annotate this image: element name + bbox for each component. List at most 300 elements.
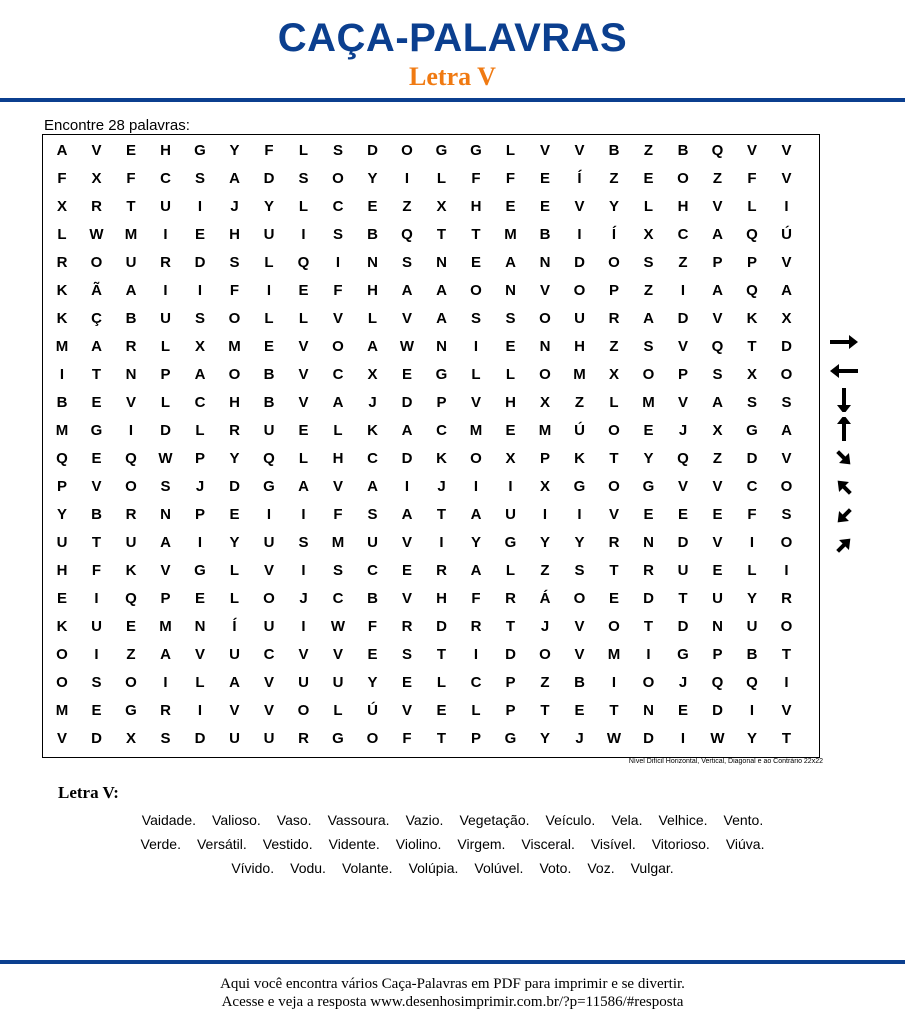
grid-letter: A (332, 394, 344, 411)
grid-row (43, 221, 819, 249)
grid-letter: V (298, 394, 309, 411)
word-item: Virgem. (457, 836, 506, 852)
grid-letter: B (677, 142, 689, 159)
grid-letter: H (677, 198, 689, 215)
grid-letter: P (539, 450, 550, 467)
grid-row (43, 697, 819, 725)
grid-letter: E (194, 590, 205, 607)
grid-letter: S (574, 562, 585, 579)
grid-letter: E (643, 506, 654, 523)
grid-letter: O (297, 702, 310, 719)
grid-letter: L (229, 562, 240, 579)
grid-letter: O (470, 282, 482, 299)
grid-letter: N (436, 338, 447, 355)
grid-letter: H (332, 450, 344, 467)
grid-letter: C (436, 422, 447, 439)
grid-letter: R (160, 254, 171, 271)
grid-letter: I (163, 674, 168, 691)
grid-letter: C (160, 170, 171, 187)
grid-letter: V (781, 170, 792, 187)
grid-letter: Q (677, 450, 689, 467)
grid-letter: I (335, 254, 341, 271)
grid-letter: C (332, 590, 344, 607)
grid-letter: Z (540, 674, 550, 691)
grid-letter: V (539, 142, 550, 159)
grid-letter: O (539, 310, 551, 327)
grid-letter: O (228, 310, 241, 327)
grid-letter: M (331, 534, 345, 551)
grid-letter: B (56, 394, 68, 411)
grid-letter: U (574, 310, 585, 327)
grid-letter: V (401, 534, 412, 551)
grid-letter: N (436, 254, 447, 271)
grid-letter: U (712, 590, 723, 607)
grid-letter: G (504, 730, 517, 747)
grid-letter: D (746, 450, 758, 467)
grid-letter: D (401, 450, 413, 467)
grid-letter: Y (470, 534, 481, 551)
grid-letter: E (436, 702, 447, 719)
word-item: Volúvel. (474, 860, 524, 876)
grid-letter: N (539, 338, 551, 355)
grid-letter: S (643, 338, 654, 355)
grid-letter: V (263, 562, 274, 579)
word-item: Verde. (140, 836, 181, 852)
grid-letter: K (125, 562, 137, 579)
grid-row (43, 473, 819, 501)
grid-letter: I (473, 338, 479, 355)
grid-letter: U (160, 310, 171, 327)
grid-letter: N (160, 506, 171, 523)
grid-letter: D (263, 170, 275, 187)
grid-letter: T (436, 646, 447, 663)
grid-letter: R (643, 562, 654, 579)
grid-letter: A (436, 310, 447, 327)
grid-letter: J (299, 590, 308, 607)
grid-letter: R (160, 702, 171, 719)
word-item: Vulgar. (630, 860, 674, 876)
grid-letter: V (781, 254, 792, 271)
grid-letter: G (194, 142, 206, 159)
grid-letter: V (574, 142, 585, 159)
grid-letter: M (538, 422, 552, 439)
grid-letter: I (784, 198, 789, 215)
grid-letter: G (677, 646, 689, 663)
grid-letter: F (91, 562, 102, 579)
grid-letter: M (607, 646, 621, 663)
grid-letter: C (194, 394, 206, 411)
grid-letter: U (56, 534, 68, 551)
grid-letter: V (781, 450, 792, 467)
grid-letter: Ã (91, 282, 102, 299)
word-item: Vidente. (328, 836, 380, 852)
word-item: Visível. (590, 836, 636, 852)
grid-letter: Z (643, 142, 654, 159)
grid-letter: C (746, 478, 758, 495)
grid-letter: S (332, 142, 343, 159)
grid-letter: Q (125, 450, 137, 467)
grid-letter: D (781, 338, 792, 355)
grid-letter: B (574, 674, 585, 691)
grid-letter: I (473, 646, 479, 663)
grid-letter: L (436, 674, 447, 691)
grid-letter: W (330, 618, 346, 635)
grid-letter: F (333, 282, 343, 299)
grid-letter: X (712, 422, 723, 439)
word-item: Vassoura. (327, 812, 390, 828)
grid-letter: Z (609, 338, 619, 355)
grid-letter: I (508, 478, 513, 495)
grid-letter: O (780, 534, 793, 551)
grid-letter: R (436, 562, 447, 579)
grid-letter: R (91, 198, 102, 215)
grid-letter: E (401, 674, 412, 691)
grid-letter: G (263, 478, 275, 495)
grid-letter: Q (297, 254, 310, 271)
grid-letter: B (263, 366, 275, 383)
grid-letter: B (91, 506, 102, 523)
grid-letter: S (194, 310, 205, 327)
grid-letter: J (368, 394, 377, 411)
grid-letter: I (301, 226, 306, 243)
grid-letter: X (436, 198, 447, 215)
grid-letter: A (367, 338, 378, 355)
grid-letter: P (470, 730, 481, 747)
grid-letter: S (781, 394, 792, 411)
footer-line-1: Aqui você encontra vários Caça-Palavras em PDF para imprimir e se divertir. (220, 976, 685, 992)
grid-letter: I (749, 702, 755, 719)
grid-letter: D (677, 618, 689, 635)
grid-letter: O (90, 254, 103, 271)
word-search-grid (42, 134, 820, 758)
grid-letter: A (160, 534, 171, 551)
grid-letter: E (125, 142, 136, 159)
grid-letter: O (470, 450, 482, 467)
grid-letter: L (160, 338, 171, 355)
grid-letter: H (160, 142, 171, 159)
grid-letter: I (94, 646, 99, 663)
grid-letter: X (56, 198, 67, 215)
grid-letter: Y (746, 730, 757, 747)
grid-letter: E (712, 562, 723, 579)
grid-letter: X (643, 226, 654, 243)
word-list-line (0, 812, 905, 828)
grid-letter: Q (56, 450, 68, 467)
grid-letter: E (677, 702, 688, 719)
grid-letter: F (367, 618, 378, 635)
grid-letter: D (367, 142, 378, 159)
arrow-up-left-icon (826, 475, 862, 499)
grid-letter: I (301, 506, 306, 523)
grid-letter: Q (711, 142, 724, 159)
grid-letter: Y (229, 534, 240, 551)
grid-letter: X (125, 730, 136, 747)
grid-letter: V (263, 702, 274, 719)
grid-letter: O (780, 478, 793, 495)
grid-letter: Q (263, 450, 275, 467)
word-item: Vívido. (231, 860, 275, 876)
grid-letter: Y (574, 534, 585, 551)
grid-letter: R (781, 590, 792, 607)
grid-letter: G (470, 142, 482, 159)
grid-row (43, 165, 819, 193)
grid-letter: A (505, 254, 516, 271)
grid-letter: E (91, 702, 102, 719)
grid-letter: D (712, 702, 723, 719)
grid-letter: Z (643, 282, 654, 299)
grid-letter: I (197, 534, 203, 551)
grid-letter: B (746, 646, 758, 663)
grid-letter: L (57, 226, 67, 243)
grid-letter: D (677, 534, 689, 551)
grid-letter: V (401, 702, 412, 719)
grid-letter: E (91, 450, 102, 467)
grid-letter: I (94, 590, 99, 607)
grid-letter: Z (126, 646, 136, 663)
grid-letter: J (540, 618, 550, 635)
grid-letter: U (332, 674, 344, 691)
grid-letter: V (677, 394, 688, 411)
grid-letter: V (229, 702, 240, 719)
grid-letter: F (505, 170, 516, 187)
grid-letter: R (401, 618, 413, 635)
grid-row (43, 501, 819, 529)
grid-letter: Z (402, 198, 412, 215)
grid-letter: Á (539, 590, 551, 607)
grid-letter: Z (678, 254, 688, 271)
grid-letter: S (91, 674, 102, 691)
grid-letter: V (539, 282, 550, 299)
grid-letter: I (749, 534, 755, 551)
grid-letter: T (609, 450, 619, 467)
grid-letter: S (229, 254, 240, 271)
grid-letter: Y (367, 674, 378, 691)
grid-letter: Ú (574, 422, 585, 439)
grid-letter: O (608, 618, 620, 635)
grid-letter: V (608, 506, 619, 523)
grid-letter: S (505, 310, 516, 327)
word-item: Versátil. (196, 836, 247, 852)
grid-letter: S (298, 534, 309, 551)
grid-letter: S (332, 226, 343, 243)
grid-letter: B (263, 394, 275, 411)
grid-row (43, 641, 819, 669)
grid-letter: I (128, 422, 134, 439)
grid-letter: B (125, 310, 137, 327)
grid-letter: W (710, 730, 725, 747)
word-item: Voto. (539, 860, 572, 876)
grid-letter: A (229, 674, 240, 691)
grid-letter: M (55, 702, 69, 719)
grid-letter: A (91, 338, 102, 355)
grid-letter: V (91, 142, 102, 159)
grid-row (43, 249, 819, 277)
grid-letter: M (55, 338, 69, 355)
grid-letter: W (606, 730, 622, 747)
grid-letter: I (266, 506, 272, 523)
grid-letter: V (712, 198, 723, 215)
grid-letter: Y (746, 590, 757, 607)
grid-letter: I (611, 674, 617, 691)
grid-letter: V (298, 646, 309, 663)
grid-letter: Z (540, 562, 550, 579)
grid-row (43, 305, 819, 333)
grid-letter: I (680, 282, 686, 299)
grid-letter: X (539, 478, 550, 495)
grid-letter: E (505, 422, 516, 439)
grid-letter: L (333, 702, 343, 719)
grid-letter: D (194, 254, 206, 271)
grid-letter: P (746, 254, 757, 271)
word-item: Vegetação. (459, 812, 530, 828)
arrow-left-icon (826, 359, 862, 383)
grid-letter: U (746, 618, 758, 635)
grid-letter: Q (401, 226, 413, 243)
grid-letter: L (471, 366, 481, 383)
grid-letter: U (229, 730, 240, 747)
grid-letter: S (194, 170, 205, 187)
grid-letter: L (505, 562, 516, 579)
grid-letter: A (781, 422, 792, 439)
grid-letter: U (298, 674, 309, 691)
grid-letter: A (470, 506, 482, 523)
grid-letter: L (298, 450, 309, 467)
grid-letter: V (91, 478, 102, 495)
grid-letter: T (91, 366, 102, 383)
grid-letter: G (332, 730, 344, 747)
grid-letter: E (574, 702, 585, 719)
grid-letter: O (780, 618, 793, 635)
word-item: Vela. (611, 812, 643, 828)
grid-letter: G (435, 366, 448, 383)
grid-letter: L (229, 590, 240, 607)
grid-letter: P (194, 450, 205, 467)
grid-letter: Q (125, 590, 137, 607)
grid-letter: O (780, 366, 793, 383)
grid-letter: T (609, 562, 619, 579)
grid-letter: V (401, 590, 412, 607)
grid-letter: I (439, 534, 444, 551)
grid-letter: A (56, 142, 68, 159)
grid-letter: I (473, 478, 479, 495)
grid-letter: A (712, 282, 723, 299)
grid-letter: F (471, 590, 481, 607)
grid-letter: Q (711, 338, 724, 355)
grid-letter: X (539, 394, 550, 411)
grid-letter: E (539, 198, 550, 215)
grid-letter: F (747, 170, 757, 187)
grid-letter: T (540, 702, 550, 719)
grid-letter: V (298, 366, 309, 383)
grid-letter: I (197, 282, 203, 299)
grid-letter: E (608, 590, 619, 607)
grid-letter: L (367, 310, 378, 327)
grid-letter: O (56, 646, 68, 663)
grid-letter: O (228, 366, 241, 383)
grid-letter: M (228, 338, 241, 355)
grid-letter: T (505, 618, 516, 635)
grid-letter: K (56, 618, 68, 635)
grid-letter: J (195, 478, 205, 495)
grid-letter: Í (611, 226, 617, 243)
grid-letter: L (298, 142, 309, 159)
grid-letter: W (158, 450, 173, 467)
grid-letter: D (401, 394, 413, 411)
grid-letter: A (436, 282, 447, 299)
grid-letter: S (401, 254, 412, 271)
grid-letter: U (229, 646, 240, 663)
grid-row (43, 613, 819, 641)
grid-letter: L (747, 562, 757, 579)
grid-letter: R (56, 254, 68, 271)
grid-letter: X (91, 170, 102, 187)
grid-letter: D (194, 730, 206, 747)
grid-letter: I (197, 702, 203, 719)
grid-letter: P (194, 506, 205, 523)
grid-letter: B (367, 226, 378, 243)
grid-letter: P (505, 674, 516, 691)
grid-letter: V (332, 646, 343, 663)
grid-letter: Ú (781, 226, 792, 243)
grid-letter: T (436, 506, 447, 523)
grid-letter: E (367, 198, 378, 215)
grid-letter: X (746, 366, 757, 383)
grid-letter: A (712, 394, 723, 411)
grid-letter: L (298, 310, 309, 327)
grid-letter: T (91, 534, 102, 551)
level-note: Nível Difícil Horizontal, Vertical, Diagonal e ao Contrário 22x22 (628, 758, 823, 765)
page-subtitle: Letra V (409, 62, 496, 91)
grid-letter: V (781, 702, 792, 719)
grid-letter: I (266, 282, 272, 299)
grid-letter: C (470, 674, 482, 691)
grid-letter: E (505, 338, 516, 355)
grid-letter: L (264, 254, 274, 271)
grid-row (43, 417, 819, 445)
grid-letter: P (712, 646, 723, 663)
grid-letter: I (301, 562, 306, 579)
grid-letter: J (678, 422, 688, 439)
grid-letter: J (678, 674, 688, 691)
grid-letter: S (401, 646, 412, 663)
grid-letter: V (677, 338, 688, 355)
grid-letter: D (160, 422, 171, 439)
grid-letter: A (298, 478, 309, 495)
grid-letter: V (712, 478, 723, 495)
grid-letter: Í (577, 170, 582, 187)
grid-letter: I (197, 198, 203, 215)
grid-letter: S (781, 506, 792, 523)
grid-letter: U (263, 534, 275, 551)
grid-letter: E (401, 562, 412, 579)
grid-letter: E (643, 170, 654, 187)
grid-letter: A (367, 478, 378, 495)
grid-letter: T (471, 226, 481, 243)
grid-letter: E (470, 254, 481, 271)
grid-letter: L (333, 422, 343, 439)
grid-letter: L (609, 394, 619, 411)
grid-letter: M (642, 394, 655, 411)
grid-letter: K (56, 310, 68, 327)
grid-letter: C (367, 450, 378, 467)
grid-row (43, 137, 819, 165)
grid-letter: G (746, 422, 758, 439)
grid-letter: U (263, 422, 275, 439)
grid-letter: O (125, 478, 137, 495)
grid-letter: N (539, 254, 551, 271)
grid-letter: F (402, 730, 412, 747)
grid-letter: Q (746, 226, 758, 243)
